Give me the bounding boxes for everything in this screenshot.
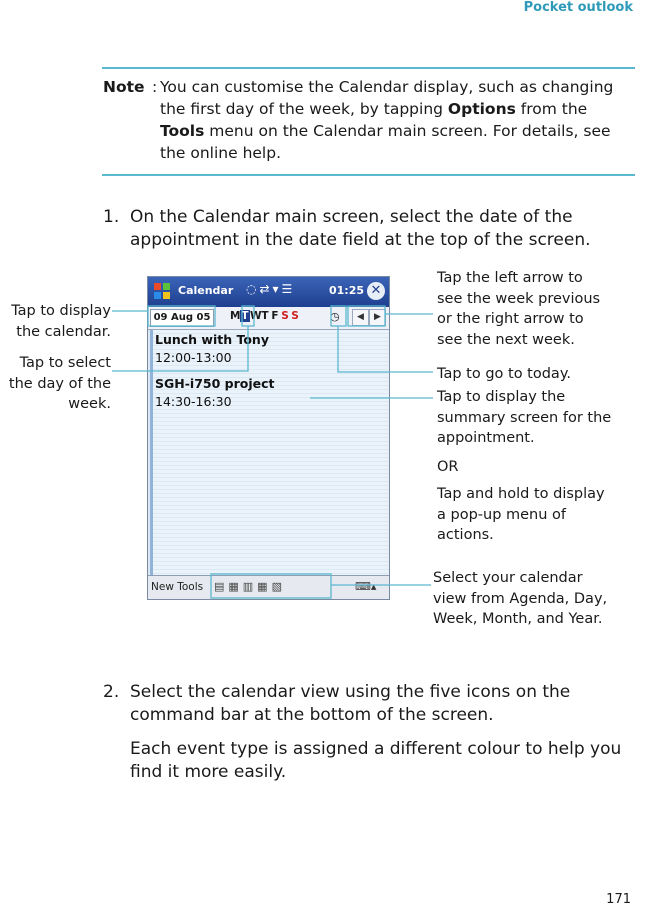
view-icons[interactable]: ▤▦▥▦▧ [214,580,286,593]
day-sat[interactable]: S [281,310,289,322]
colour-paragraph: Each event type is assigned a different colour to help you find it more easily. [130,739,622,782]
step-2-number: 2. [103,682,120,702]
day-fri[interactable]: F [271,310,279,322]
event-2-time: 14:30-16:30 [155,394,232,409]
callout-summary-line: appointment. [437,430,535,446]
step-2 [103,681,623,727]
callout-select-day-line: the day of the [8,375,111,392]
day-mon[interactable]: M [230,310,241,322]
callout-summary [437,387,611,449]
callout-view-line: Week, Month, and Year. [433,611,603,627]
callout-arrows [437,268,600,350]
callout-view-line: view from Agenda, Day, [433,590,608,607]
callout-display-calendar [11,301,111,342]
callout-arrows-line: Tap the left arrow to [437,270,583,286]
note-options: Options [447,100,516,118]
callout-summary-line: summary screen for the [437,409,612,426]
command-menu[interactable]: New Tools [151,581,204,593]
callout-popup-line: Tap and hold to display [437,486,605,502]
keyboard-icon[interactable]: ⌨▴ [355,580,377,593]
callout-view [433,568,607,630]
event-1-time: 12:00-13:00 [155,350,232,365]
callout-or: OR [437,459,459,475]
note-text-3: menu on the Calendar main screen. For details, see the online help. [160,122,611,162]
step-2-text: Select the calendar view using the five icons on the command bar at the bottom of the screen. [130,682,571,725]
day-sun[interactable]: S [291,310,299,322]
status-icons[interactable]: ◌⇄▾☰ [246,282,296,296]
event-1-name[interactable]: Lunch with Tony [155,332,269,347]
callout-today-line: Tap to go to today. [437,366,571,382]
day-wed[interactable]: W [250,310,262,322]
event-2-name[interactable]: SGH-i750 project [155,376,275,391]
close-icon[interactable]: ✕ [367,282,385,300]
callout-arrows-line: see the week previous [437,290,601,307]
callout-popup-line: actions. [437,527,494,543]
note-text-1: You can customise the Calendar display, such as changing the first day of the week, by tapping [160,78,614,118]
note-colon: : [152,78,158,96]
callout-summary-line: Tap to display the [437,389,566,405]
callout-arrows-line: or the right arrow to [437,311,584,327]
callout-popup [437,484,605,546]
page-number: 171 [606,892,631,907]
date-field[interactable]: 09 Aug 05 [150,309,214,327]
day-tue[interactable]: T [241,310,249,322]
app-title: Calendar [178,284,234,297]
next-week-arrow-icon[interactable]: ▶ [369,309,386,326]
callout-display-calendar-line: Tap to display [11,303,111,319]
callout-select-day-line: week. [68,396,111,412]
step-1-number: 1. [103,207,120,227]
day-thu[interactable]: T [261,310,269,322]
callout-display-calendar-line: the calendar. [16,323,111,340]
callout-arrows-line: see the next week. [437,331,575,348]
callout-today [437,364,571,385]
callout-select-day [9,353,111,415]
callout-select-day-line: Tap to select [19,355,111,371]
note-label: Note [103,78,145,96]
callout-view-line: Select your calendar [433,570,583,586]
today-icon[interactable]: ◷ [330,310,340,323]
note-tools: Tools [160,122,205,140]
step-1-text: On the Calendar main screen, select the date of the appointment in the date field at the top of the screen. [130,207,591,250]
callout-popup-line: a pop-up menu of [437,506,567,523]
running-header: Pocket outlook [523,0,633,15]
note-text-2: from the [515,100,588,118]
clock: 01:25 [329,284,365,297]
prev-week-arrow-icon[interactable]: ◀ [352,309,369,326]
